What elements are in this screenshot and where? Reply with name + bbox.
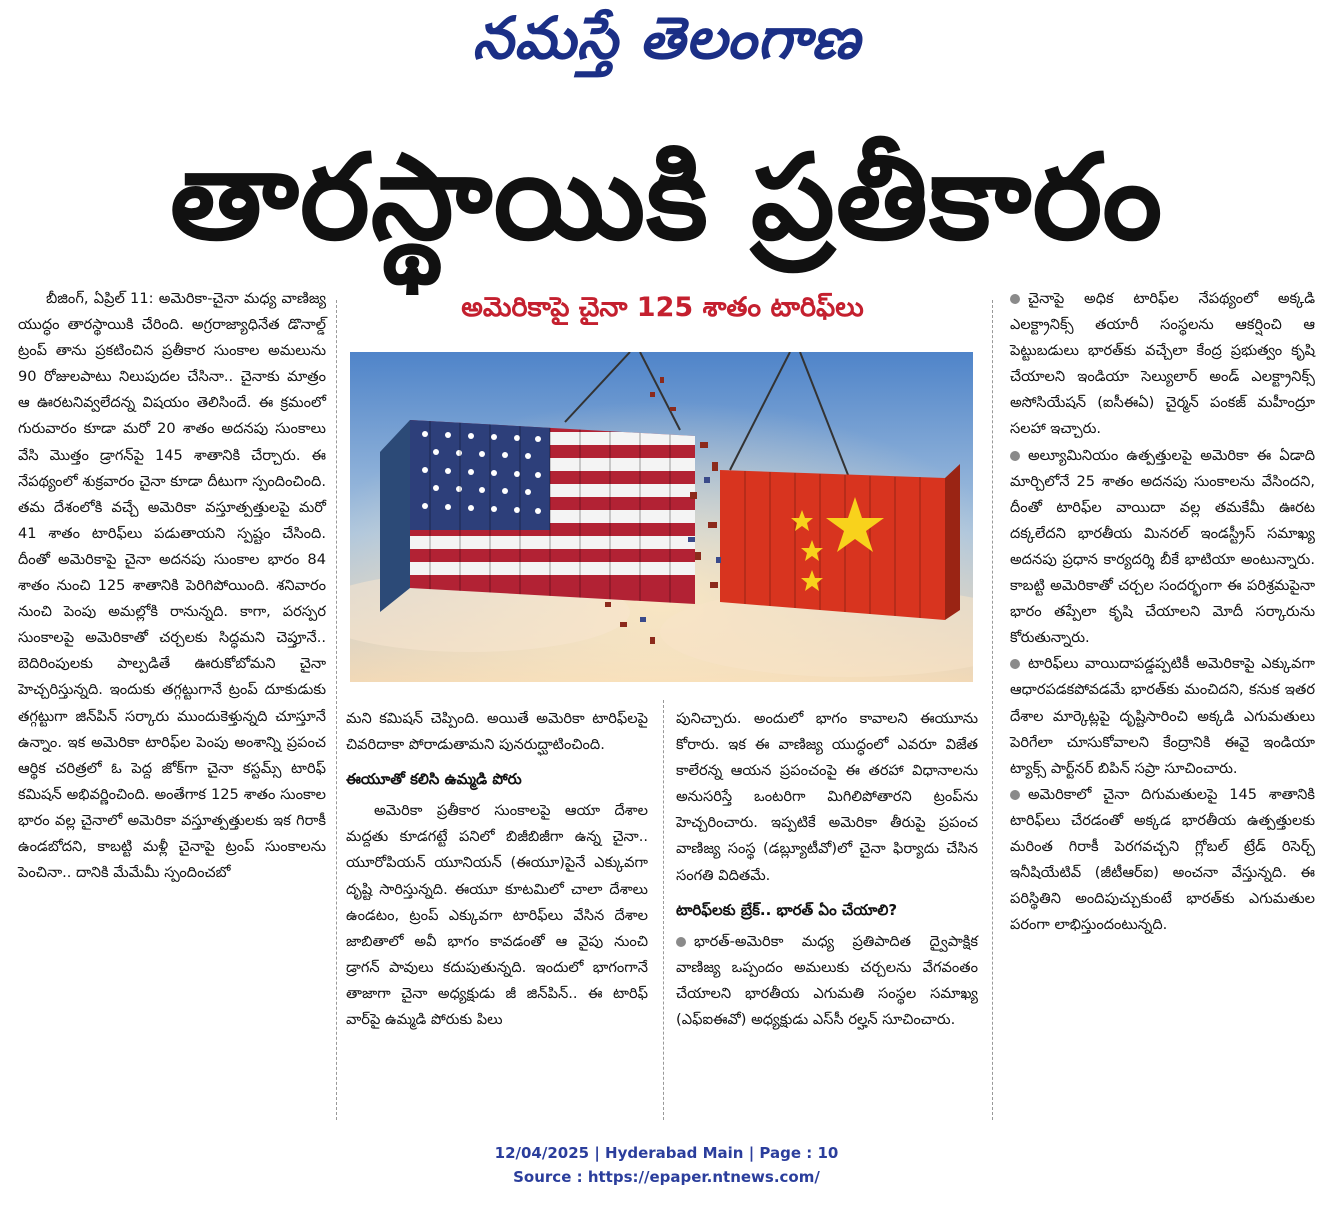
bullet-icon [1010,790,1020,800]
article-column-4 [1010,286,1315,938]
footer-edition-info: 12/04/2025 | Hyderabad Main | Page : 10 [494,1144,839,1162]
masthead-logo: నమస్తే తెలంగాణ [472,4,861,72]
section-subheading: టారిఫ్‌లకు బ్రేక్‌.. భారత్‌ ఏం చేయాలి? [676,900,898,919]
bullet-icon [1010,294,1020,304]
article-column-1 [18,286,326,886]
bullet-item [676,929,978,1033]
article-column-3 [676,706,978,1033]
bullet-icon [1010,659,1020,669]
column-divider [336,300,337,1120]
bullet-icon [1010,451,1020,461]
column-divider [992,300,993,1120]
footer-source-link[interactable]: Source : https://epaper.ntnews.com/ [513,1168,820,1186]
bullet-text: టారిఫ్‌లు వాయిదాపడ్డప్పటికీ అమెరికాపై ఎక్కువగా ఆధారపడకపోవడమే భారత్‌కు మంచిదని, కనుక ఇతర దేశాల మార్కెట్లపై దృష్టిసారించి అక్కడి ఎగుమతులు పెరిగేలా చూసుకోవాలని కేంద్రానికి ఈవై ఇండియా ట్యాక్స్‌ పార్ట్‌నర్‌ బిపిన్‌ సప్రా సూచించారు. [1010,655,1315,777]
trade-war-photo [350,352,973,682]
bullet-icon [676,937,686,947]
bullet-item [1010,286,1315,443]
article-paragraph: బీజింగ్‌, ఏప్రిల్‌ 11: అమెరికా-చైనా మధ్య వాణిజ్య యుద్ధం తారస్థాయికి చేరింది. అగ్రరాజ్యాధినేత డొనాల్డ్‌ ట్రంప్‌ తాను ప్రకటించిన ప్రతీకార సుంకాల అమలును 90 రోజులపాటు నిలుపుదల చేసినా.. చైనాకు మాత్రం ఆ ఊరటనివ్వలేదన్న విషయం తెలిసిందే. ఈ క్రమంలో గురువారం కూడా మరో 20 శాతం అదనపు సుంకాలు వేసి మొత్తం డ్రాగన్‌పై 145 శాతానికి చేర్చారు. ఈ నేపథ్యంలో శుక్రవారం చైనా కూడా దీటుగా స్పందించింది. తమ దేశంలోకి వచ్చే అమెరికా వస్తూత్పత్తులపై మరో 41 శాతం టారిఫ్‌లు పడుతాయని స్పష్టం చేసింది. దీంతో అమెరికాపై చైనా అదనపు సుంకాల భారం 84 శాతం నుంచి 125 శాతానికి పెరిగిపోయింది. శనివారం నుంచి పెంపు అమల్లోకి రానున్నది. కాగా, పరస్పర సుంకాలపై అమెరికాతో చర్చలకు సిద్ధమని చెప్తూనే.. బెదిరింపులకు పాల్పడితే ఊరుకోబోమని చైనా హెచ్చరిస్తున్నది. ఇందుకు తగ్గట్టుగానే ట్రంప్‌ దూకుడుకు తగ్గట్టుగా జిన్‌పిన్‌ సర్కారు ముందుకెళ్తున్నది చూస్తూనే ఉన్నాం. ఇక అమెరికా టారిఫ్‌ల పెంపు అంశాన్ని ప్రపంచ ఆర్థిక చరిత్రలో ఓ పెద్ద జోక్‌గా చైనా కస్టమ్స్‌ టారిఫ్‌ కమిషన్‌ అభివర్ణించింది. అంతేగాక 125 శాతం సుంకాల భారం వల్ల చైనాలో అమెరికా వస్తూత్పత్తులకు ఇక గిరాకీ ఉండబోదని, కాబట్టి మళ్లీ చైనాపై ట్రంప్‌ సుంకాలను పెంచినా.. దానికి మేమేమీ స్పందించబో [18,290,326,882]
bullet-text: అల్యూమినియం ఉత్పత్తులపై అమెరికా ఈ ఏడాది మార్చిలోనే 25 శాతం అదనపు సుంకాలను వేసిందని, దీంతో టారిఫ్‌ల వాయిదా వల్ల తమకేమీ ఊరట దక్కలేదని భారతీయ మినరల్‌ ఇండస్ట్రీస్‌ సమాఖ్య అదనపు ప్రధాన కార్యదర్శి బీకే భాటియా అంటున్నారు. కాబట్టి అమెరికాతో చర్చల సందర్భంగా ఈ పరిశ్రమపైనా భారం తప్పేలా కృషి చేయాలని మోదీ సర్కారును కోరుతున్నారు. [1010,446,1315,647]
bullet-item [1010,651,1315,781]
article-paragraph: మని కమిషన్‌ చెప్పింది. అయితే అమెరికా టారిఫ్‌లపై చివరిదాకా పోరాడుతామని పునరుద్ఘాటించింది. [346,710,648,754]
bullet-text: అమెరికాలో చైనా దిగుమతులపై 145 శాతానికి టారిఫ్‌లు చేరడంతో అక్కడ భారతీయ ఉత్పత్తులకు మరింత గిరాకీ పెరగవచ్చని గ్లోబల్‌ ట్రేడ్‌ రిసెర్చ్‌ ఇనీషియేటివ్‌ (జీటీఆర్‌ఐ) అంచనా వేస్తున్నది. ఈ పరిస్థితిని అందిపుచ్చుకుంటే భారత్‌కు ఎగుమతుల పరంగా లాభిస్తుందంటున్నది. [1010,785,1315,934]
column-divider [663,700,664,1120]
bullet-item [1010,782,1315,939]
bullet-item [1010,443,1315,652]
bullet-text: చైనాపై అధిక టారిఫ్‌ల నేపథ్యంలో అక్కడి ఎలక్ట్రానిక్స్‌ తయారీ సంస్థలను ఆకర్షించి ఆ పెట్టుబడులు భారత్‌కు వచ్చేలా కేంద్ర ప్రభుత్వం కృషి చేయాలని ఇండియా సెల్యులార్‌ అండ్‌ ఎలక్ట్రానిక్స్‌ అసోసియేషన్‌ (ఐసీఈఏ) చైర్మన్‌ పంకజ్‌ మహీంద్రూ సలహా ఇచ్చారు. [1010,290,1315,438]
containers-illustration [350,352,973,682]
bullet-text: భారత్‌-అమెరికా మధ్య ప్రతిపాదిత ద్వైపాక్షిక వాణిజ్య ఒప్పందం అమలుకు చర్చలను వేగవంతం చేయాలని భారతీయ ఎగుమతి సంస్థల సమాఖ్య (ఎఫ్‌ఐఈవో) అధ్యక్షుడు ఎస్‌సీ రల్హన్‌ సూచించారు. [676,932,978,1029]
subheadline: అమెరికాపై చైనా 125 శాతం టారిఫ్‌లు [461,292,864,323]
section-subheading: ఈయూతో కలిసి ఉమ్మడి పోరు [346,770,522,789]
article-paragraph: పునిచ్చారు. అందులో భాగం కావాలని ఈయూను కోరారు. ఇక ఈ వాణిజ్య యుద్ధంలో ఎవరూ విజేత కాలేరన్న ఆయన ప్రపంచంపై ఈ తరహా విధానాలను అనుసరిస్తే ఒంటరిగా మిగిలిపోతారని ట్రంప్‌ను హెచ్చరించారు. ఇప్పటికే అమెరికా తీరుపై ప్రపంచ వాణిజ్య సంస్థ (డబ్ల్యూటీవో)లో చైనా ఫిర్యాదు చేసిన సంగతి విదితమే. [676,710,978,884]
article-paragraph: అమెరికా ప్రతీకార సుంకాలపై ఆయా దేశాల మద్దతు కూడగట్టే పనిలో బిజీబిజీగా ఉన్న చైనా.. యూరోపియన్‌ యూనియన్‌ (ఈయూ)పైనే ఎక్కువగా దృష్టి సారిస్తున్నది. ఈయూ కూటమిలో చాలా దేశాలు ఉండటం, ట్రంప్‌ ఎక్కువగా టారిఫ్‌లు వేసిన దేశాల జాబితాలో అవీ భాగం కావడంతో ఆ వైపు నుంచి డ్రాగన్‌ పావులు కదుపుతున్నది. ఇందులో భాగంగానే తాజాగా చైనా అధ్యక్షుడు జీ జిన్‌పిన్‌.. ఈ టారిఫ్‌ వార్‌పై ఉమ్మడి పోరుకు పిలు [346,802,648,1029]
headline: తారస్థాయికి ప్రతీకారం [169,128,1164,266]
article-column-2 [346,706,648,1033]
